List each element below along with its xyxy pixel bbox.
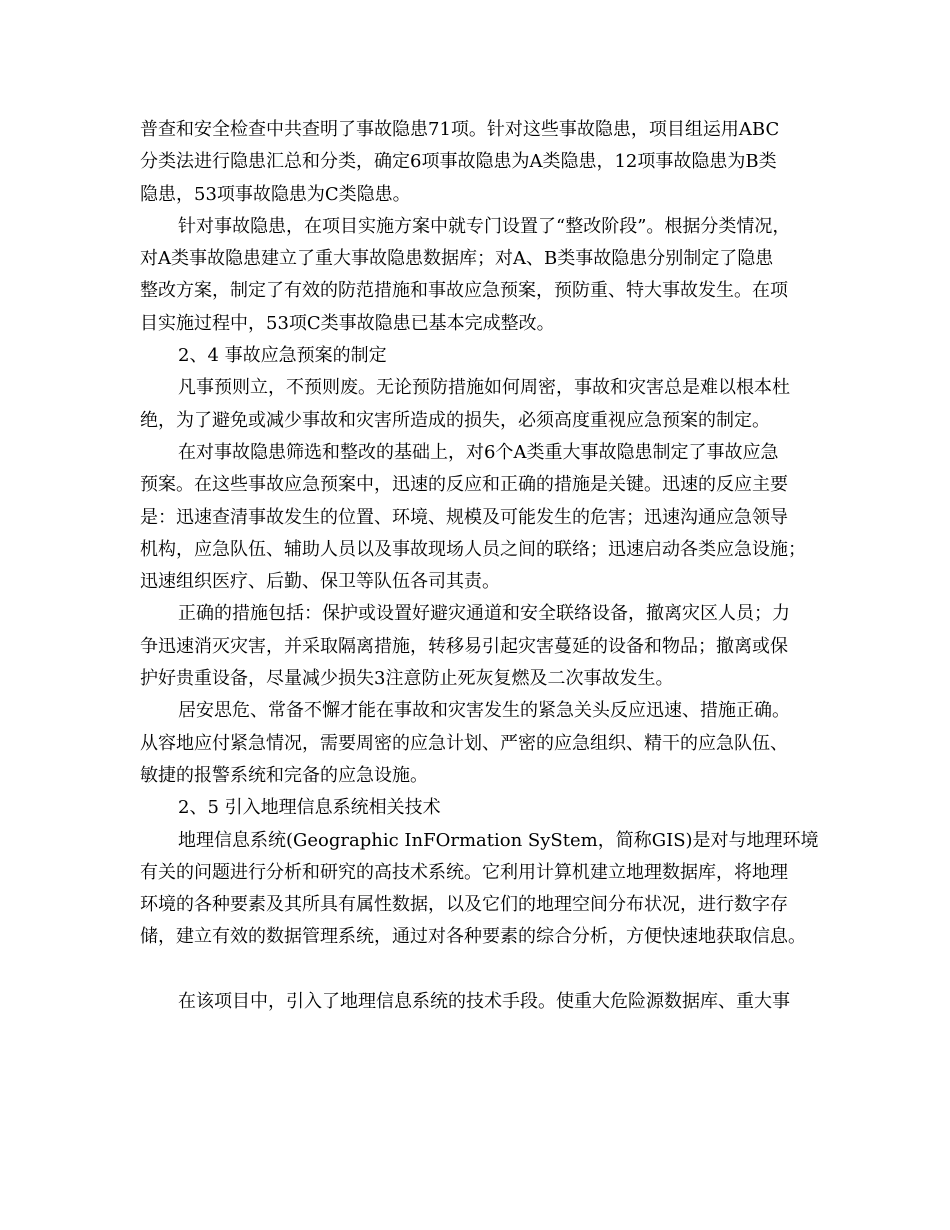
paragraph-start-line: 正确的措施包括：保护或设置好避灾通道和安全联络设备，撤离灾区人员；力 <box>178 603 790 625</box>
text-line: 目实施过程中，53项C类事故隐患已基本完成整改。 <box>140 312 555 334</box>
text-line: 隐患，53项事故隐患为C类隐患。 <box>140 183 411 205</box>
text-line: 绝，为了避免或减少事故和灾害所造成的损失，必须高度重视应急预案的制定。 <box>140 409 770 431</box>
text-line: 普查和安全检查中共查明了事故隐患71项。针对这些事故隐患，项目组运用ABC <box>140 119 780 140</box>
text-line: 敏捷的报警系统和完备的应急设施。 <box>140 764 428 786</box>
section-heading-2-5: 2、5 引入地理信息系统相关技术 <box>178 797 441 819</box>
paragraph-start-line: 在对事故隐患筛选和整改的基础上，对6个A类重大事故隐患制定了事故应急 <box>178 441 779 463</box>
text-line: 护好贵重设备，尽量减少损失3注意防止死灰复燃及二次事故发生。 <box>140 668 674 690</box>
paragraph-start-line: 针对事故隐患，在项目实施方案中就专门设置了“整改阶段”。根据分类情况， <box>178 215 791 237</box>
text-line: 预案。在这些事故应急预案中，迅速的反应和正确的措施是关键。迅速的反应主要 <box>140 474 788 496</box>
document-page <box>140 114 830 1018</box>
blank-line <box>140 954 830 986</box>
text-line: 环境的各种要素及其所具有属性数据，以及它们的地理空间分布状况，进行数字存 <box>140 894 788 916</box>
paragraph-start-line: 凡事预则立，不预则废。无论预防措施如何周密，事故和灾害总是难以根本杜 <box>178 377 790 399</box>
text-line: 争迅速消灭灾害，并采取隔离措施，转移易引起灾害蔓延的设备和物品；撤离或保 <box>140 635 788 657</box>
text-line: 对A类事故隐患建立了重大事故隐患数据库；对A、B类事故隐患分别制定了隐患 <box>140 248 774 270</box>
paragraph-start-line: 地理信息系统(Geographic InFOrmation SyStem，简称GIS)是对与地理环境 <box>178 829 819 851</box>
text-line: 迅速组织医疗、后勤、保卫等队伍各司其责。 <box>140 571 500 593</box>
text-line: 整改方案，制定了有效的防范措施和事故应急预案，预防重、特大事故发生。在项 <box>140 280 788 302</box>
section-heading-2-4: 2、4 事故应急预案的制定 <box>178 345 387 367</box>
text-line: 机构，应急队伍、辅助人员以及事故现场人员之间的联络；迅速启动各类应急设施； <box>140 538 806 560</box>
text-line: 从容地应付紧急情况，需要周密的应急计划、严密的应急组织、精干的应急队伍、 <box>140 732 788 754</box>
text-line: 是：迅速查清事故发生的位置、环境、规模及可能发生的危害；迅速沟通应急领导 <box>140 506 788 528</box>
text-line: 储，建立有效的数据管理系统，通过对各种要素的综合分析，方便快速地获取信息。 <box>140 926 806 948</box>
paragraph-start-line: 在该项目中，引入了地理信息系统的技术手段。使重大危险源数据库、重大事 <box>178 991 790 1013</box>
text-line: 分类法进行隐患汇总和分类，确定6项事故隐患为A类隐患，12项事故隐患为B类 <box>140 151 777 173</box>
text-line: 有关的问题进行分析和研究的高技术系统。它利用计算机建立地理数据库，将地理 <box>140 861 788 883</box>
paragraph-start-line: 居安思危、常备不懈才能在事故和灾害发生的紧急关头反应迅速、措施正确。 <box>178 700 790 722</box>
